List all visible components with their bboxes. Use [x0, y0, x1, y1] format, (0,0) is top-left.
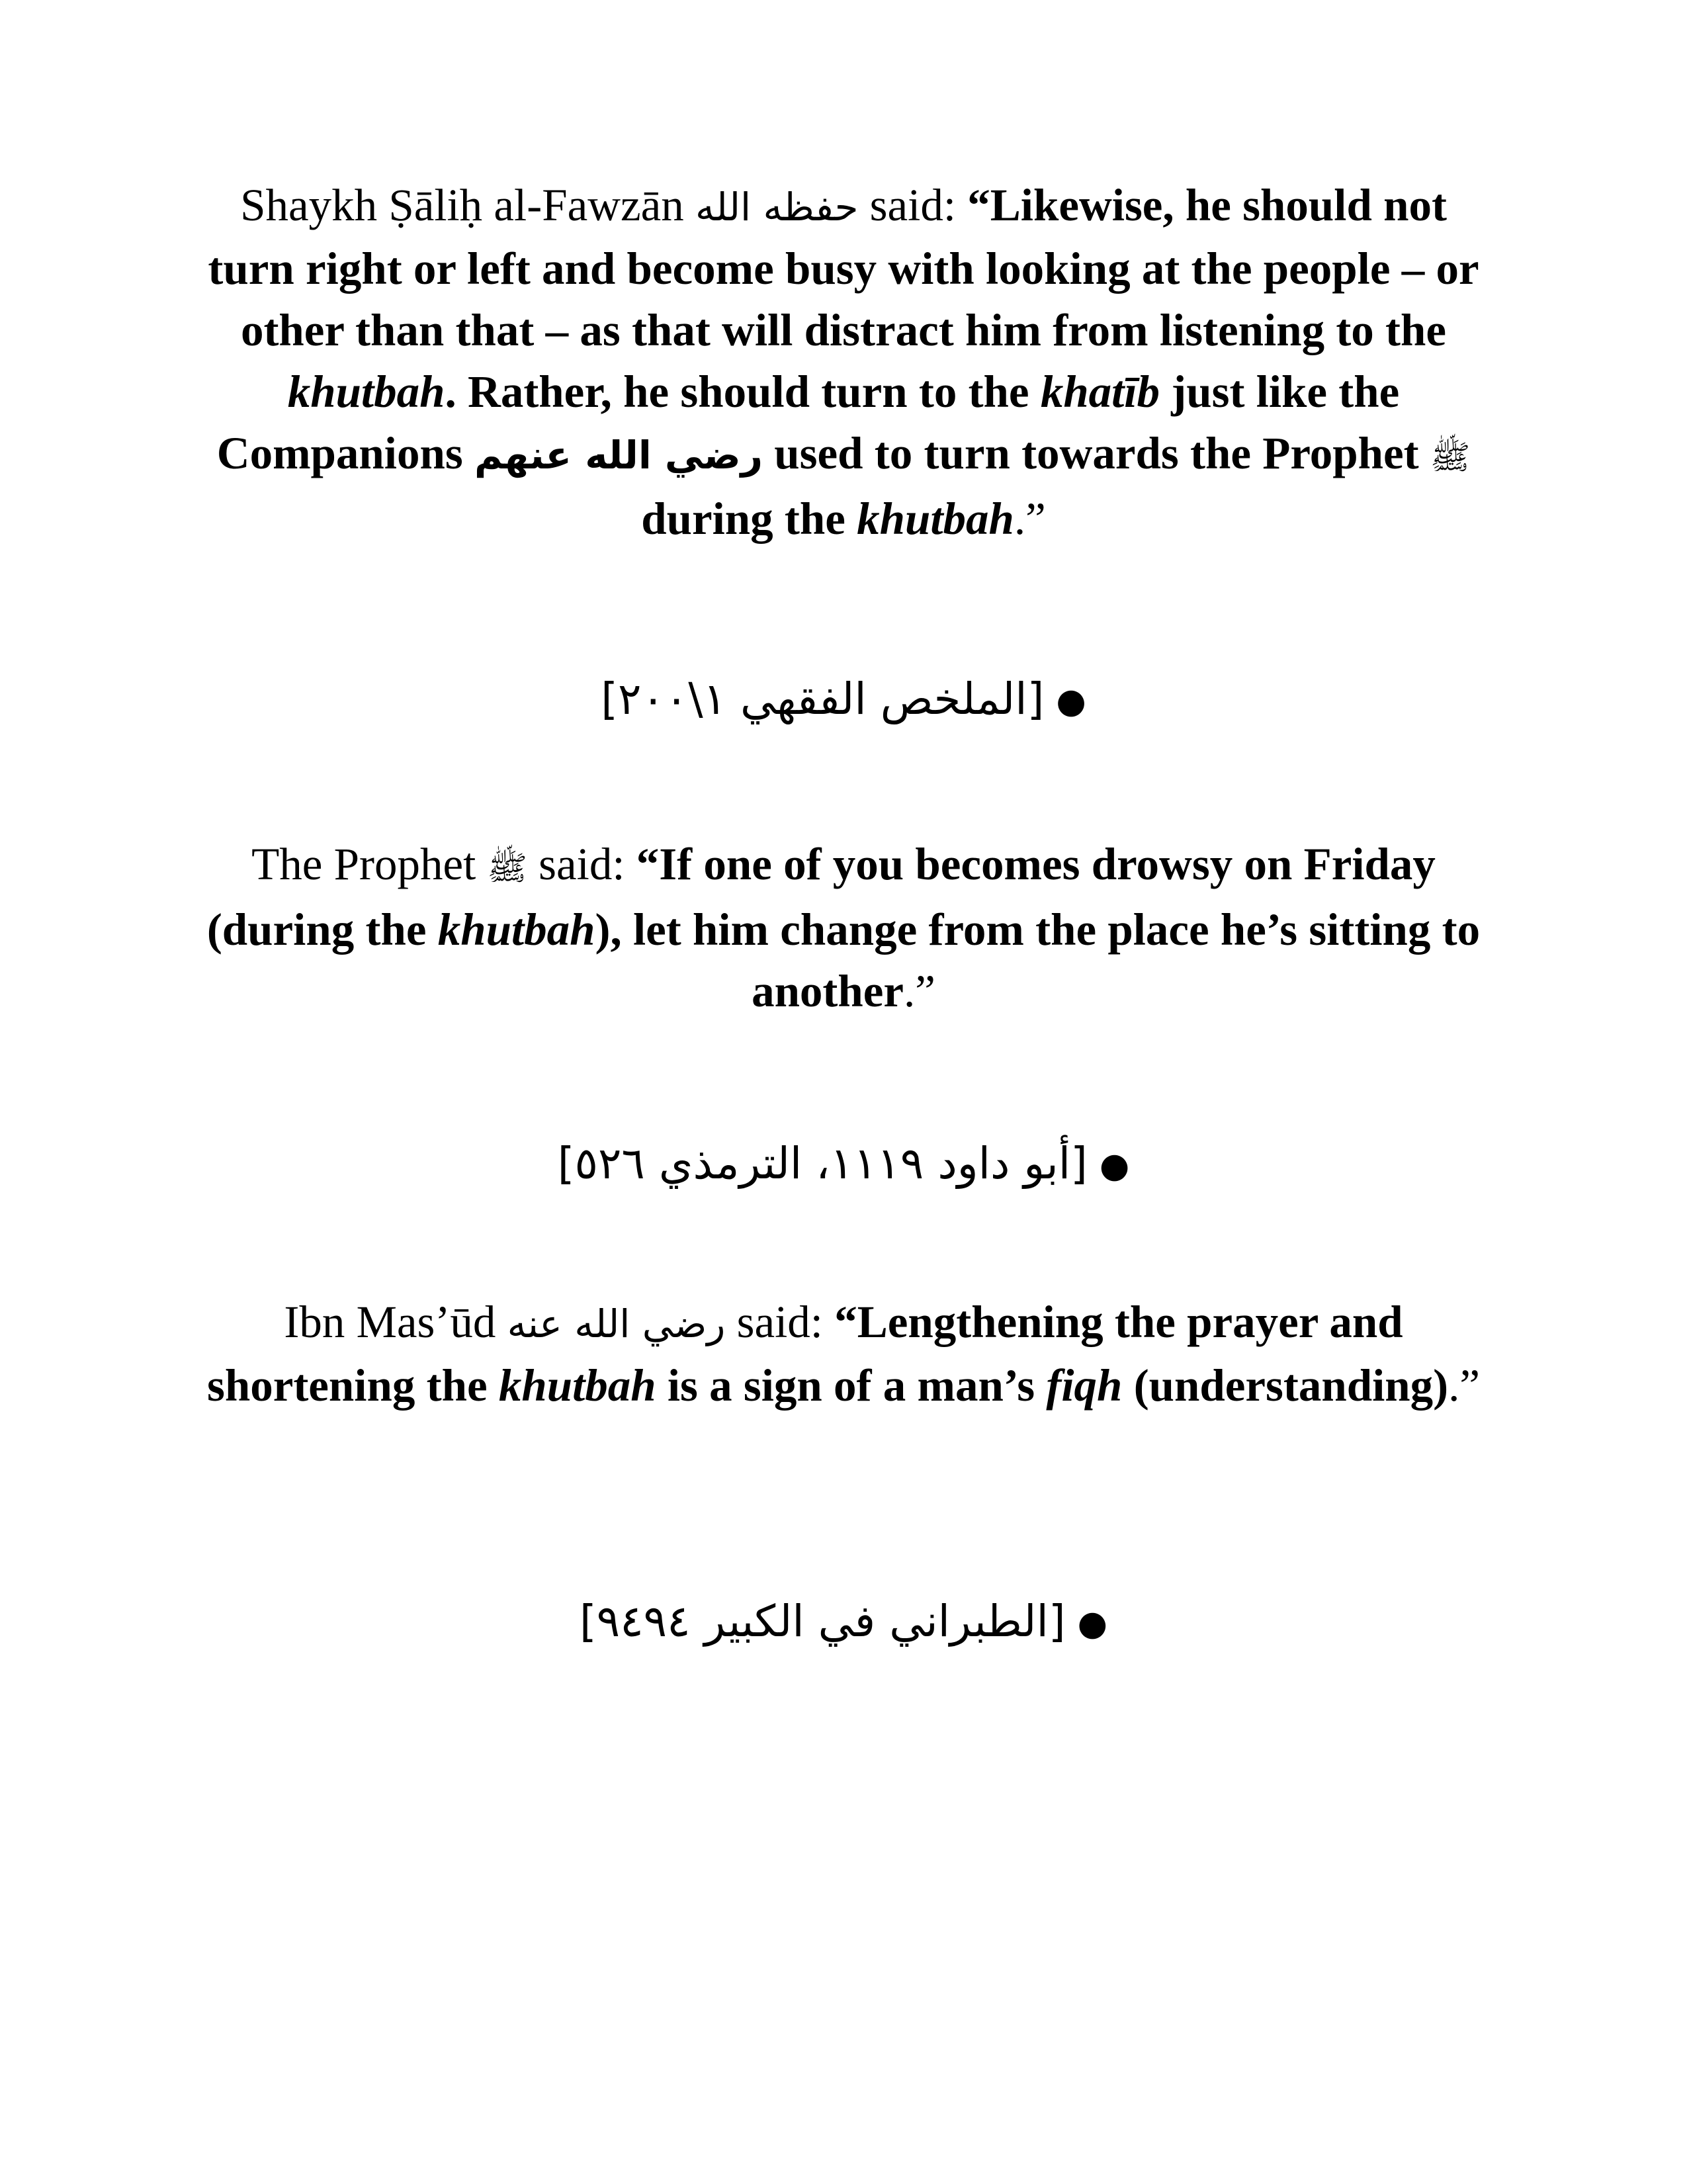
quote-text: just like the Companions [216, 367, 1400, 478]
citation-line [192, 1133, 1495, 1197]
quote-close-mark: .” [1014, 494, 1046, 544]
quote-open-mark: “ [834, 1297, 857, 1347]
quote-text: used to turn towards the Prophet [774, 428, 1419, 478]
citation-text: [أبو داود ١١١٩، الترمذي ٥٢٦] [557, 1138, 1088, 1189]
term-khutbah: khutbah [437, 904, 595, 955]
bullet-icon: ● [1077, 1604, 1107, 1644]
quote-intro: Ibn Mas’ūd [284, 1297, 496, 1347]
quote-open-mark: “ [636, 839, 660, 889]
quote-text: is a sign of a man’s [667, 1360, 1035, 1411]
quote-text: (understanding) [1133, 1360, 1449, 1411]
quote-open-mark: “ [967, 180, 990, 230]
citation-text: [الملخص الفقهي ١\٢٠٠] [601, 674, 1045, 724]
quote-said: said: [539, 839, 625, 889]
quote-text: during the [641, 494, 845, 544]
quote-close-mark: .” [904, 966, 935, 1016]
quote-text: . Rather, he should turn to the [445, 367, 1029, 417]
quote-text: Lengthening the prayer and shortening the [206, 1297, 1403, 1411]
quote-intro: Shaykh Ṣāliḥ al-Fawzān [240, 180, 684, 230]
quote-prophet [192, 834, 1495, 1022]
quote-ibn-masud [192, 1291, 1495, 1417]
quote-said: said: [869, 180, 956, 230]
quote-fawzan [192, 175, 1495, 550]
quote-text: If one of you becomes drowsy on Friday (during the [206, 839, 1436, 955]
pbuh-symbol: ﷺ [487, 849, 527, 887]
quote-text: ), let him change from the place he’s sitting to another [595, 904, 1481, 1016]
citation-line [192, 1591, 1495, 1655]
citation-text: [الطبراني في الكبير ٩٤٩٤] [580, 1596, 1066, 1647]
bullet-icon: ● [1099, 1146, 1130, 1186]
term-khutbah: khutbah [857, 494, 1014, 544]
quote-close-mark: .” [1448, 1360, 1481, 1411]
term-khatib: khatīb [1040, 367, 1160, 417]
quote-text: Likewise, he should not turn right or left and become busy with looking at the people – or other than that – as that will distract him from listening to the [208, 180, 1479, 355]
honorific-arabic: حفظه الله [695, 185, 859, 230]
quote-intro: The Prophet [251, 839, 476, 889]
pbuh-symbol: ﷺ [1430, 438, 1471, 476]
term-fiqh: fiqh [1046, 1360, 1123, 1411]
honorific-arabic: رضي الله عنهم [474, 433, 763, 478]
term-khutbah: khutbah [287, 367, 445, 417]
citation-line [192, 668, 1495, 732]
bullet-icon: ● [1056, 681, 1086, 722]
term-khutbah: khutbah [498, 1360, 656, 1411]
honorific-arabic: رضي الله عنه [507, 1301, 726, 1346]
quote-said: said: [736, 1297, 823, 1347]
